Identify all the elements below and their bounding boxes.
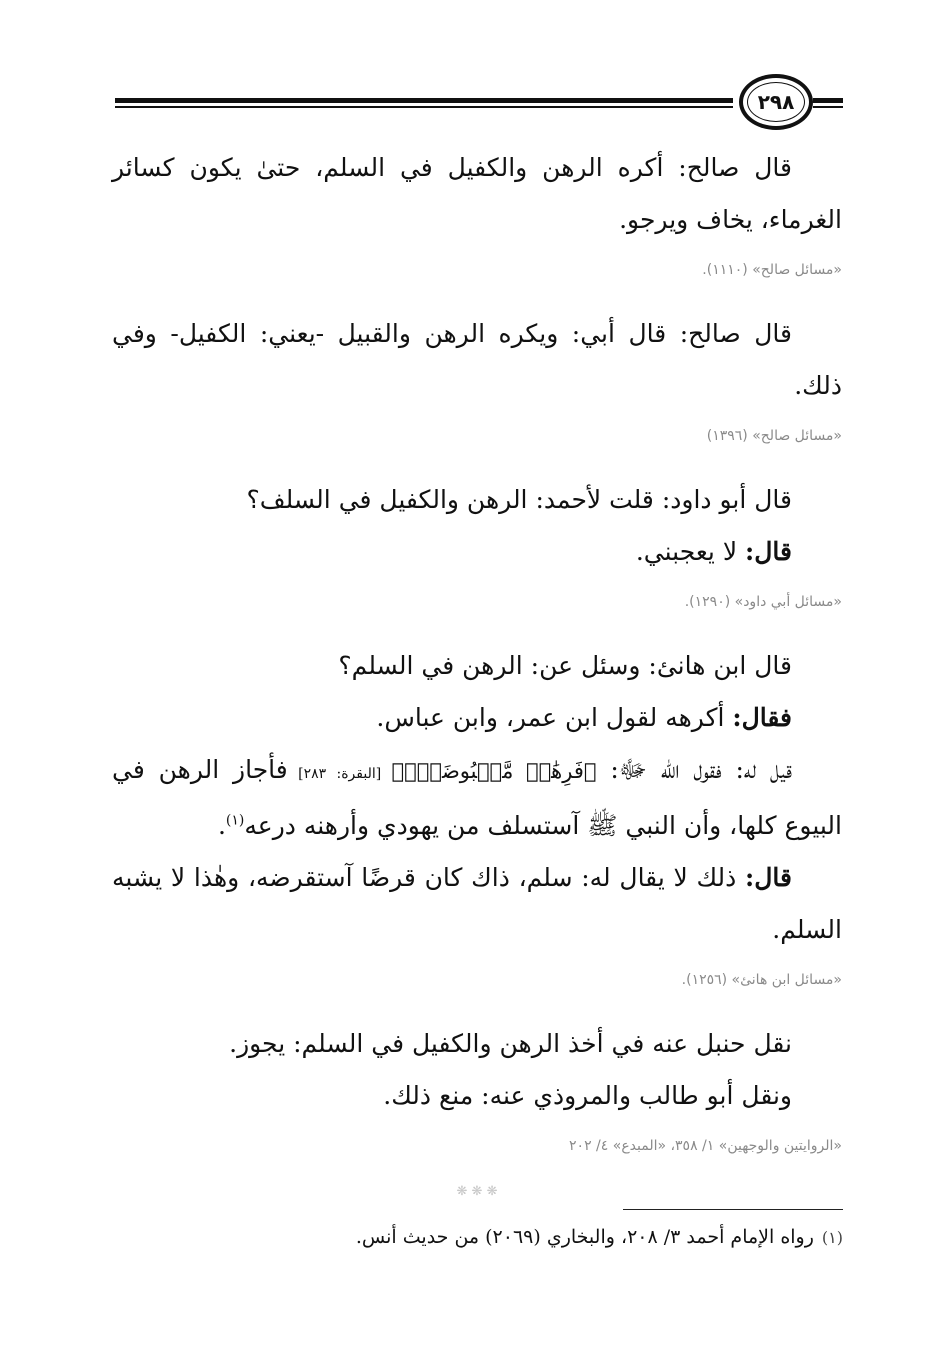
- paragraph: ونقل أبو طالب والمروذي عنه: منع ذلك.: [383, 1081, 792, 1110]
- page-number-badge: [739, 74, 813, 130]
- header-rule-right: [813, 98, 843, 103]
- section-ornament: ❋ ❋ ❋: [456, 1184, 498, 1199]
- page-header: [115, 72, 843, 132]
- source-citation: «مسائل ابن هانئ» (١٢٥٦).: [681, 972, 842, 988]
- footnote-marker[interactable]: (١): [225, 812, 245, 829]
- paragraph: [112, 692, 842, 744]
- speaker-label: فقال:: [732, 703, 792, 732]
- source-citation: «الروايتين والوجهين» ١/ ٣٥٨، «المبدع» ٤/ ٢٠٢: [569, 1138, 842, 1154]
- paragraph-text: ذلك لا يقال له: سلم، ذاك كان قرضًا آستقرضه، وهٰذا لا يشبه السلم.: [112, 863, 842, 944]
- footnote-separator: [623, 1209, 843, 1210]
- paragraph-text: .: [217, 811, 226, 840]
- paragraph: [112, 526, 842, 578]
- quran-verse: ﴿فَرِهَٰنٞ مَّقۡبُوضَةٞۖ﴾: [391, 759, 597, 783]
- header-rule-right-thin: [813, 106, 843, 108]
- quran-reference: [البقرة: ٢٨٣]: [287, 766, 392, 782]
- speaker-label: قال:: [745, 537, 792, 566]
- paragraph: قال صالح: أكره الرهن والكفيل في السلم، حتىٰ يكون كسائر الغرماء، يخاف ويرجو.: [112, 153, 842, 234]
- paragraph: نقل حنبل عنه في أخذ الرهن والكفيل في السلم: يجوز.: [229, 1029, 792, 1058]
- page-body: [112, 142, 842, 1199]
- footnote-number: (١): [821, 1228, 843, 1247]
- paragraph-text: قيل له: فقول الله ﷻ:: [596, 755, 792, 784]
- paragraph-text: لا يعجبني.: [635, 537, 746, 566]
- footnote-text: رواه الإمام أحمد ٣/ ٢٠٨، والبخاري (٢٠٦٩) من حديث أنس.: [355, 1226, 814, 1248]
- paragraph: [112, 852, 842, 956]
- paragraph: [112, 744, 842, 852]
- paragraph-text: فأجاز الرهن في البيوع كلها، وأن النبي ﷺ آستسلف من يهودي وأرهنه درعه: [112, 755, 842, 840]
- source-citation: «مسائل أبي داود» (١٢٩٠).: [684, 594, 842, 610]
- paragraph: قال ابن هانئ: وسئل عن: الرهن في السلم؟: [338, 651, 792, 680]
- page-number: ٢٩٨: [757, 90, 795, 114]
- header-rule-thin: [115, 106, 733, 108]
- paragraph: قال صالح: قال أبي: ويكره الرهن والقبيل -يعني: الكفيل- وفي ذلك.: [112, 319, 842, 400]
- header-rule-thick: [115, 98, 733, 103]
- source-citation: «مسائل صالح» (١١١٠).: [702, 262, 842, 278]
- speaker-label: قال:: [745, 863, 792, 892]
- paragraph-text: أكرهه لقول ابن عمر، وابن عباس.: [376, 703, 733, 732]
- source-citation: «مسائل صالح» (١٣٩٦): [706, 428, 842, 444]
- footnote: [143, 1222, 843, 1253]
- paragraph: قال أبو داود: قلت لأحمد: الرهن والكفيل في السلف؟: [246, 485, 792, 514]
